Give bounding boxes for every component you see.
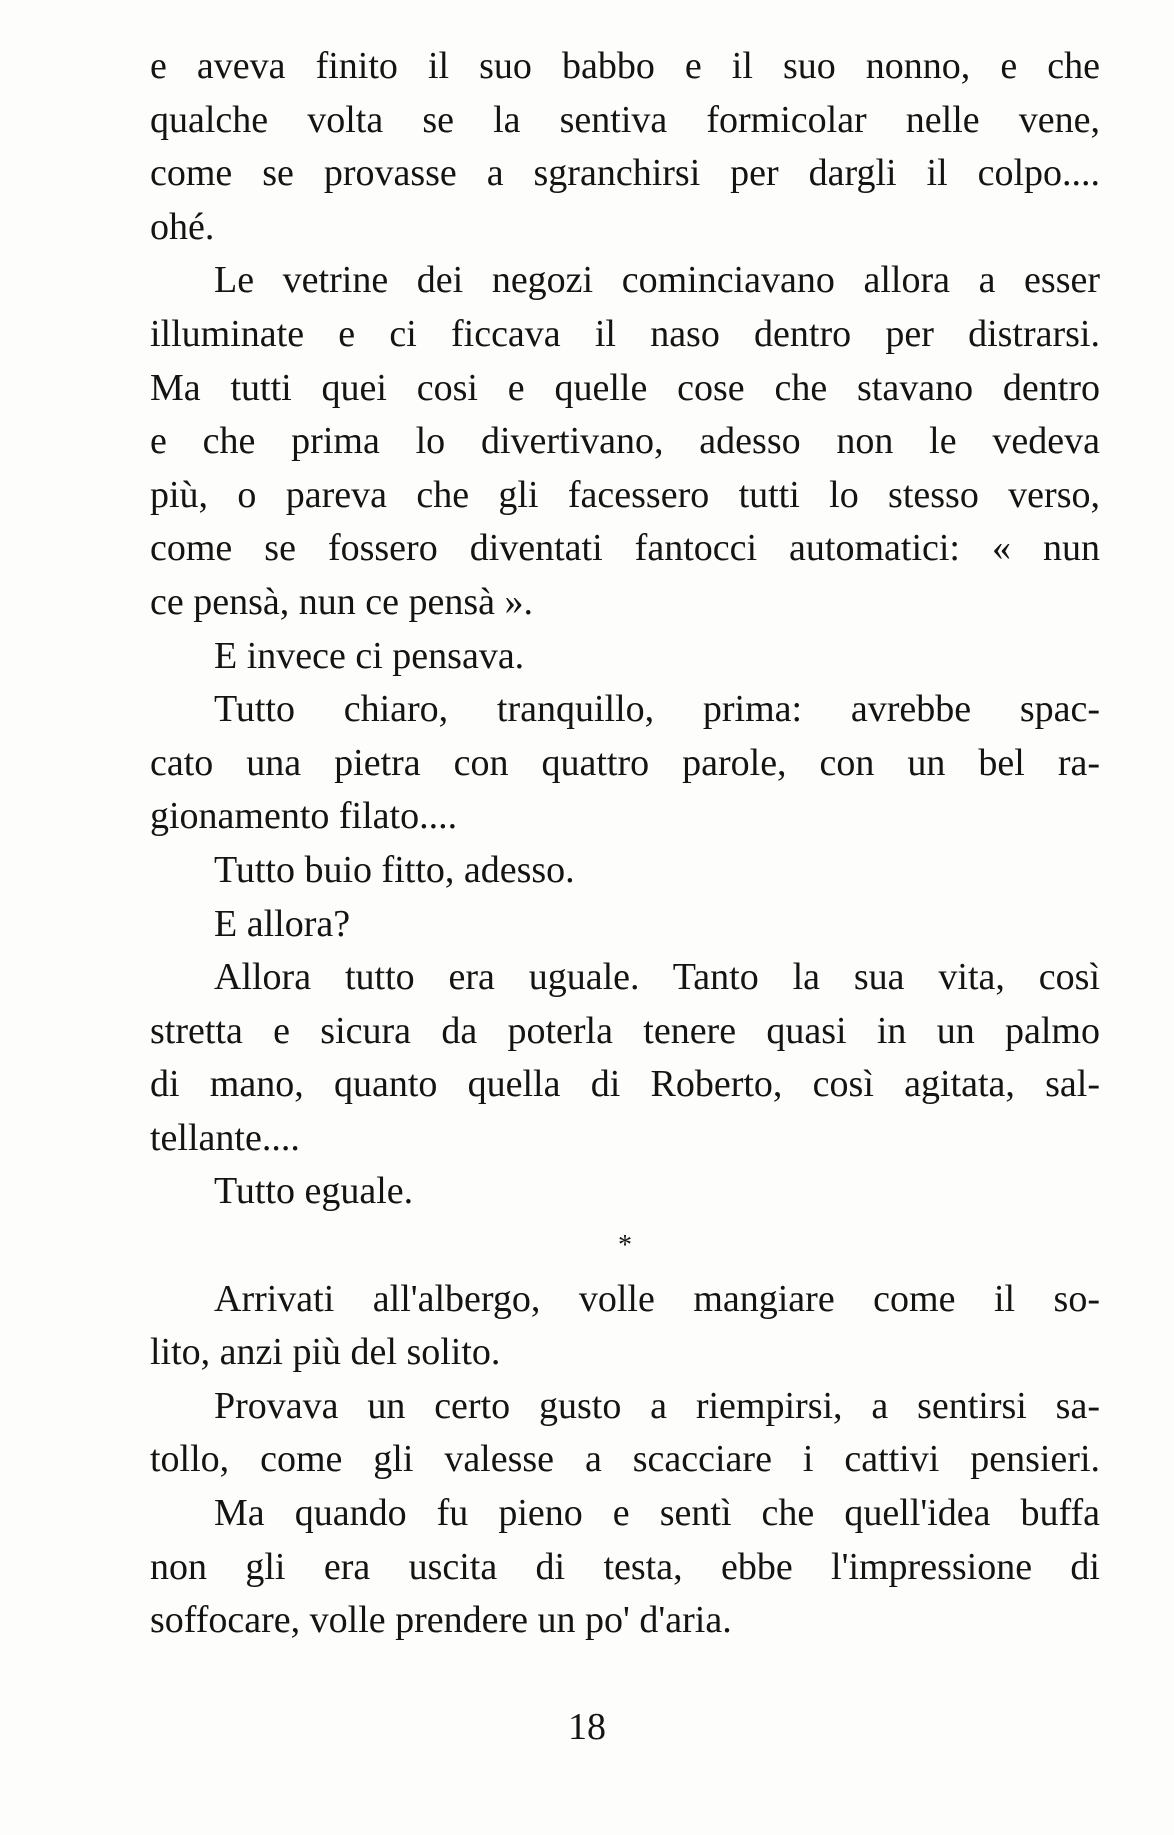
text-line: qualche volta se la sentiva formicolar nelle vene, [150,98,1100,141]
paragraph-start-line: Le vetrine dei negozi cominciavano allora a esser [214,259,1100,302]
text-line: e aveva finito il suo babbo e il suo nonno, e che [150,45,1100,87]
text-line: stretta e sicura da poterla tenere quasi in un palmo [150,1009,1100,1052]
paragraph-start-line: E invece ci pensava. [214,634,525,677]
text-line: illuminate e ci ficcava il naso dentro per distrarsi. [150,312,1100,355]
page-text [150,40,1100,1648]
text-line: e che prima lo divertivano, adesso non le vedeva [150,420,1100,463]
text-line: cato una pietra con quattro parole, con un bel ra- [150,741,1100,784]
text-line: di mano, quanto quella di Roberto, così agitata, sal- [150,1063,1100,1106]
paragraph-start-line: Tutto chiaro, tranquillo, prima: avrebbe spac- [214,688,1100,731]
text-line: tollo, come gli valesse a scacciare i cattivi pensieri. [150,1438,1100,1481]
text-line: come se fossero diventati fantocci automatici: « nun [150,527,1100,570]
paragraph-start-line: Tutto buio fitto, adesso. [214,848,575,891]
text-line: come se provasse a sgranchirsi per dargli il colpo.... [150,152,1100,195]
text-line: ce pensà, nun ce pensà ». [150,580,534,623]
text-line: soffocare, volle prendere un po' d'aria. [150,1599,732,1642]
paragraph-start-line: E allora? [214,902,351,945]
text-line: lito, anzi più del solito. [150,1331,501,1374]
paragraph-start-line: Provava un certo gusto a riempirsi, a sentirsi sa- [214,1384,1100,1427]
paragraph-start-line: Arrivati all'albergo, volle mangiare come il so- [214,1277,1100,1320]
text-line: gionamento filato.... [150,795,458,838]
text-line: Ma tutti quei cosi e quelle cose che stavano dentro [150,366,1100,409]
text-line: non gli era uscita di testa, ebbe l'impressione di [150,1545,1100,1588]
page-number: 18 [568,1706,606,1748]
text-line: più, o pareva che gli facessero tutti lo stesso verso, [150,473,1100,516]
section-break-asterisk: * [618,1230,632,1262]
text-line: ohé. [150,205,215,248]
paragraph-start-line: Allora tutto era uguale. Tanto la sua vita, così [214,956,1100,999]
text-line: tellante.... [150,1116,300,1159]
paragraph-start-line: Ma quando fu pieno e sentì che quell'idea buffa [214,1492,1100,1535]
paragraph-start-line: Tutto eguale. [214,1170,414,1213]
